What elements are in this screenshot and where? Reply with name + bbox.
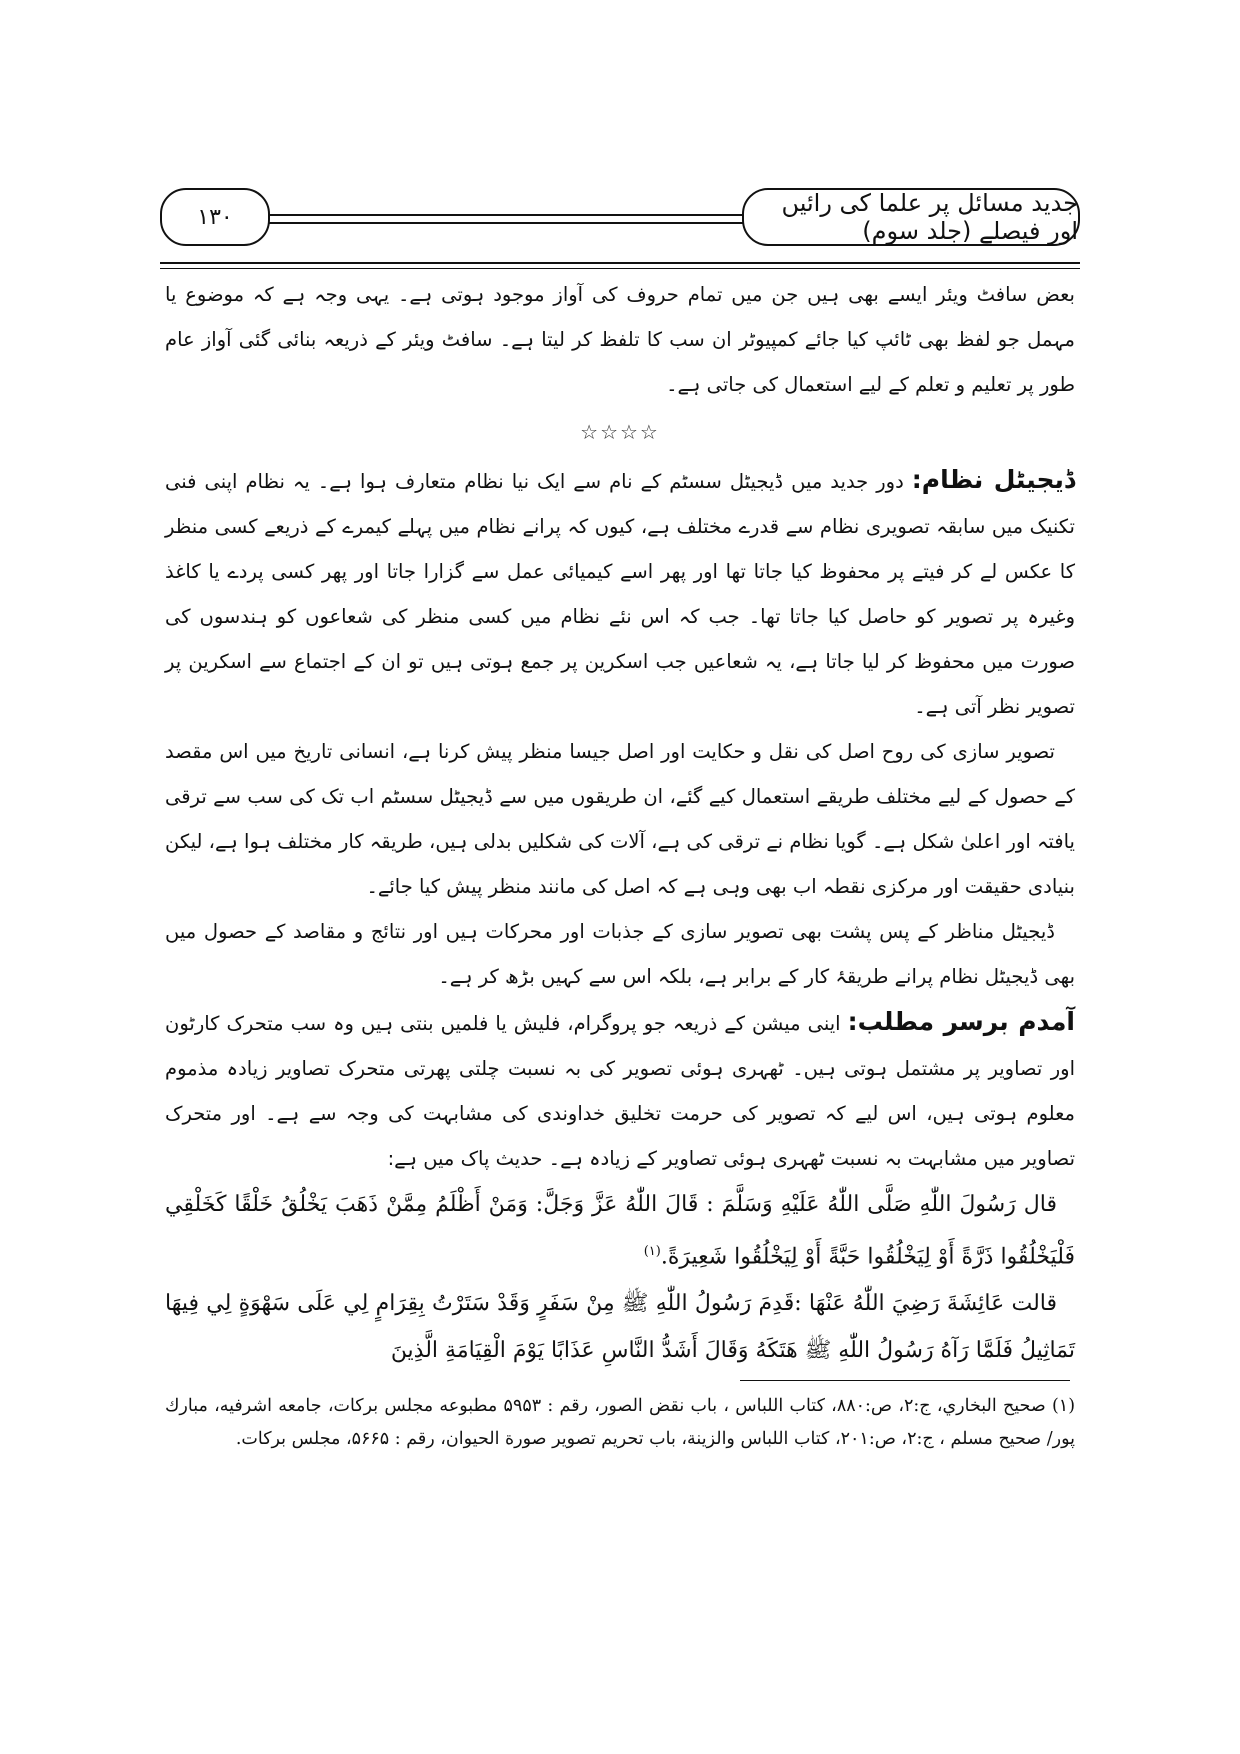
animation-heading: آمدم برسر مطلب: [847,1007,1076,1036]
footnote-text: صحيح البخاري، ج:۲، ص:۸۸۰، كتاب اللباس ، باب نقض الصور، رقم : ۵۹۵۳ مطبوعه مجلس بركات، جامعه اشرفيه، مبارك پور/ صحيح مسلم ، ج:۲، ص:۲۰۱، كتاب اللباس والزينة، باب تحريم تصوير صورة الحيوان، رقم : ۵۶۶۵، مجلس بركات. [165,1396,1075,1449]
header-rule [160,262,1080,269]
footnote-1 [165,1390,1075,1456]
intro-paragraph: بعض سافٹ ویئر ایسے بھی ہیں جن میں تمام حروف کی آواز موجود ہوتی ہے۔ یہی وجہ ہے کہ موضوع یا مہمل جو لفظ بھی ٹائپ کیا جائے کمپیوٹر ان سب کا تلفظ کر لیتا ہے۔ سافٹ ویئر کے ذریعہ بنائی گئی آواز عام طور پر تعلیم و تعلم کے لیے استعمال کی جاتی ہے۔ [165,283,1075,396]
header-double-line [268,214,744,224]
footnote-reference: (۱) [643,1244,661,1259]
page-number-box [160,188,270,246]
hadith-quote-1 [165,1181,1075,1280]
main-content [165,272,1075,1374]
page-number: ۱۳۰ [197,204,233,230]
digital-system-paragraph-3: ڈیجیٹل مناظر کے پس پشت بھی تصویر سازی کے جذبات اور محرکات ہیں اور نتائج و مقاصد کے حصول میں بھی ڈیجیٹل نظام پرانے طریقۂ کار کے برابر ہے، بلکہ اس سے کہیں بڑھ کر ہے۔ [165,920,1075,988]
hadith-1-text: قال رَسُولَ اللّٰهِ صَلَّى اللّٰهُ عَلَيْهِ وَسَلَّمَ : قَالَ اللّٰهُ عَزَّ وَجَلَّ: وَمَنْ أَظْلَمُ مِمَّنْ ذَهَبَ يَخْلُقُ خَلْقًا كَخَلْقِي فَلْيَخْلُقُوا ذَرَّةً أَوْ لِيَخْلُقُوا حَبَّةً أَوْ لِيَخْلُقُوا شَعِيرَةً. [165,1192,1075,1270]
book-title: جدید مسائل پر علما کی رائیں اور فیصلے (جلد سوم) [781,189,1078,245]
animation-paragraph [165,999,1075,1181]
footnote-separator [740,1380,1070,1381]
hadith-quote-2: قالت عَائِشَةَ رَضِيَ اللّٰهُ عَنْهَا :قَدِمَ رَسُولُ اللّٰهِ ﷺ مِنْ سَفَرٍ وَقَدْ سَتَرْتُ بِقِرَامٍ لِي عَلَى سَهْوَةٍ لِي فِيهَا تَمَاثِيلُ فَلَمَّا رَآهُ رَسُولُ اللّٰهِ ﷺ هَتَكَهُ وَقَالَ أَشَدُّ النَّاسِ عَذَابًا يَوْمَ الْقِيَامَةِ الَّذِينَ [165,1291,1075,1364]
digital-system-paragraph-1 [165,457,1075,729]
section-separator-stars: ☆☆☆☆ [580,420,660,444]
footnote-marker: (۱) [1051,1396,1076,1416]
book-title-box [742,188,1080,246]
digital-system-text: دور جدید میں ڈیجیٹل سسٹم کے نام سے ایک نیا نظام متعارف ہوا ہے۔ یہ نظام اپنی فنی تکنیک میں سابقہ تصویری نظام سے قدرے مختلف ہے، کیوں کہ پرانے نظام میں پہلے کیمرے کے ذریعے کسی منظر کا عکس لے کر فیتے پر محفوظ کیا جاتا تھا اور پھر اسے کیمیائی عمل سے گزارا جاتا اور پھر کسی پردے یا کاغذ وغیرہ پر تصویر کو حاصل کیا جاتا تھا۔ جب کہ اس نئے نظام میں کسی منظر کی شعاعوں کو ہندسوں کی صورت میں محفوظ کر لیا جاتا ہے، یہ شعاعیں جب اسکرین پر جمع ہوتی ہیں تو ان کے اجتماع سے اسکرین پر تصویر نظر آتی ہے۔ [165,470,1075,718]
animation-text: اینی میشن کے ذریعہ جو پروگرام، فلیش یا فلمیں بنتی ہیں وہ سب متحرک کارٹون اور تصاویر پر مشتمل ہوتی ہیں۔ ٹھہری ہوئی تصویر کی بہ نسبت چلتی پھرتی متحرک تصاویر زیادہ مذموم معلوم ہوتی ہیں، اس لیے کہ تصویر کی حرمت تخلیق خداوندی کی مشابہت کی وجہ سے ہے۔ اور متحرک تصاویر میں مشابہت بہ نسبت ٹھہری ہوئی تصاویر کے زیادہ ہے۔ حدیث پاک میں ہے: [165,1012,1075,1170]
digital-system-heading: ڈیجیٹل نظام: [911,465,1076,494]
running-header [160,188,1080,258]
digital-system-paragraph-2: تصویر سازی کی روح اصل کی نقل و حکایت اور اصل جیسا منظر پیش کرنا ہے، انسانی تاریخ میں اس مقصد کے حصول کے لیے مختلف طریقے استعمال کیے گئے، ان طریقوں میں سے ڈیجیٹل سسٹم اب تک کی سب سے ترقی یافتہ اور اعلیٰ شکل ہے۔ گویا نظام نے ترقی کی ہے، آلات کی شکلیں بدلی ہیں، طریقہ کار مختلف ہوا ہے، لیکن بنیادی حقیقت اور مرکزی نقطہ اب بھی وہی ہے کہ اصل کی مانند منظر پیش کیا جائے۔ [165,740,1075,898]
